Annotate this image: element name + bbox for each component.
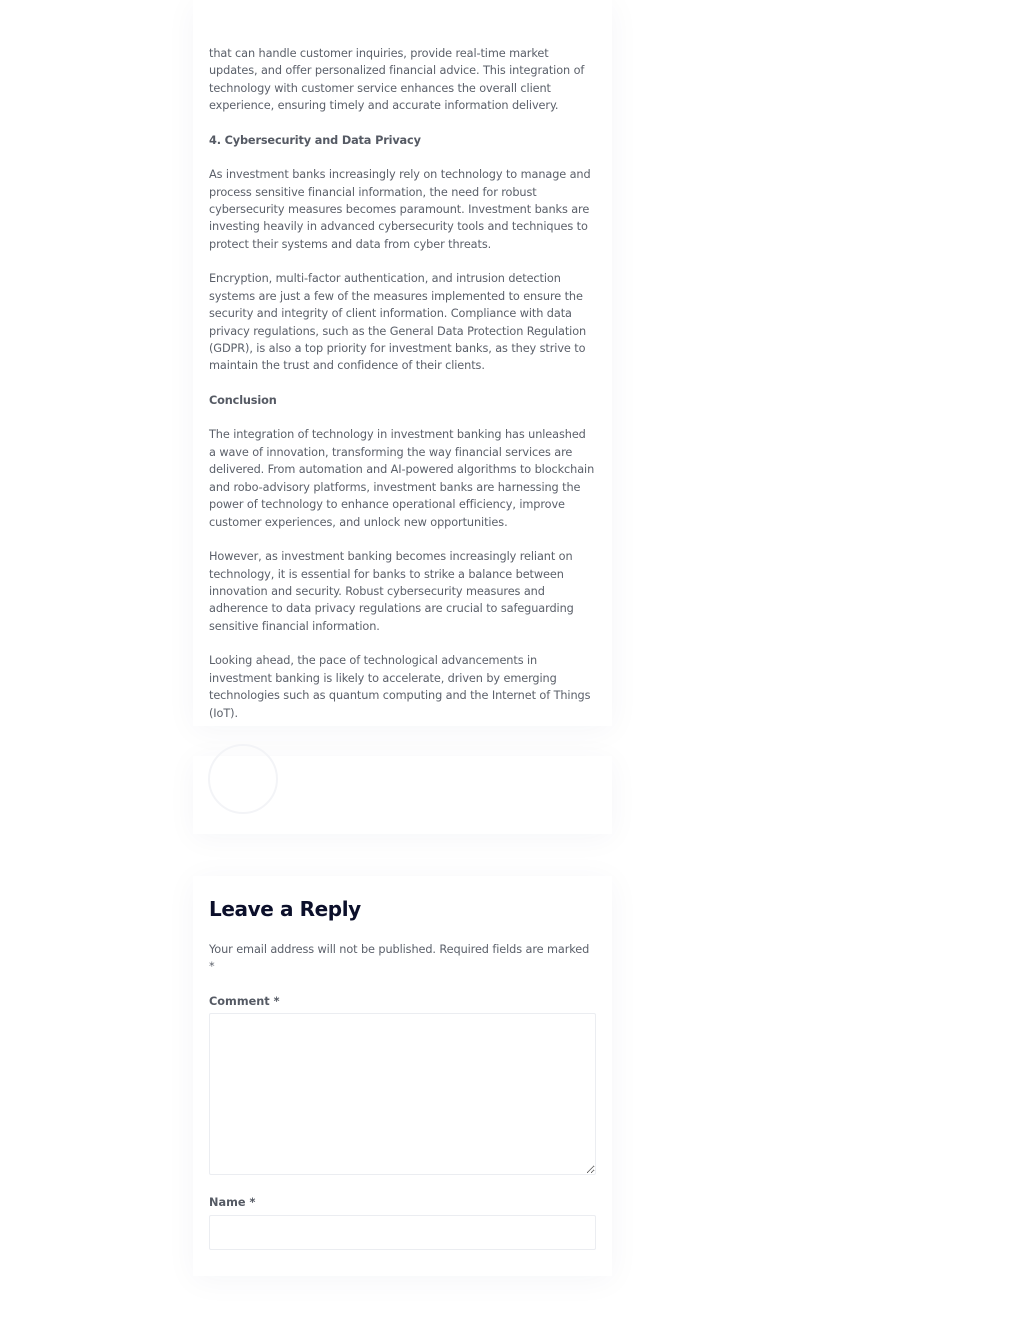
section-heading: 4. Cybersecurity and Data Privacy — [209, 133, 421, 147]
name-input[interactable] — [209, 1215, 596, 1250]
author-avatar — [208, 744, 278, 814]
name-label: Name * — [209, 1196, 256, 1210]
article-body — [193, 0, 612, 726]
comment-notes: Your email address will not be published. Required fields are marked * — [209, 943, 590, 974]
comment-label: Comment * — [209, 994, 280, 1008]
comment-textarea[interactable] — [209, 1013, 596, 1175]
comment-form — [193, 876, 612, 1276]
conclusion-heading: Conclusion — [209, 394, 277, 408]
article-paragraph: Looking ahead, the pace of technological advancements in investment banking is likely to accelerate, driven by emerging technologies such as quantum computing and the Internet of Things (IoT). — [209, 654, 591, 720]
author-box — [193, 756, 612, 834]
article-paragraph: Encryption, multi-factor authentication, and intrusion detection systems are just a few of the measures implemented to ensure the security and integrity of client information. Compliance with data privacy regulations, such as the General Data Protection Regulation (GDPR), is also a top priority for investment banks, as they strive to maintain the trust and confidence of their clients. — [209, 272, 587, 373]
article-paragraph: The integration of technology in investment banking has unleashed a wave of innovation, transforming the way financial services are delivered. From automation and AI-powered algorithms to blockchain and robo-advisory platforms, investment banks are harnessing the power of technology to enhance operational efficiency, improve customer experiences, and unlock new opportunities. — [209, 428, 595, 529]
article-paragraph: However, as investment banking becomes increasingly reliant on technology, it is essential for banks to strike a balance between innovation and security. Robust cybersecurity measures and adherence to data privacy regulations are crucial to safeguarding sensitive financial information. — [209, 550, 574, 633]
article-paragraph: that can handle customer inquiries, provide real-time market updates, and offer personalized financial advice. This integration of technology with customer service enhances the overall client experience, ensuring timely and accurate information delivery. — [209, 47, 585, 113]
reply-title: Leave a Reply — [209, 897, 361, 921]
article-paragraph: As investment banks increasingly rely on technology to manage and process sensitive financial information, the need for robust cybersecurity measures becomes paramount. Investment banks are investing heavily in advanced cybersecurity tools and techniques to protect their systems and data from cyber threats. — [209, 168, 591, 251]
